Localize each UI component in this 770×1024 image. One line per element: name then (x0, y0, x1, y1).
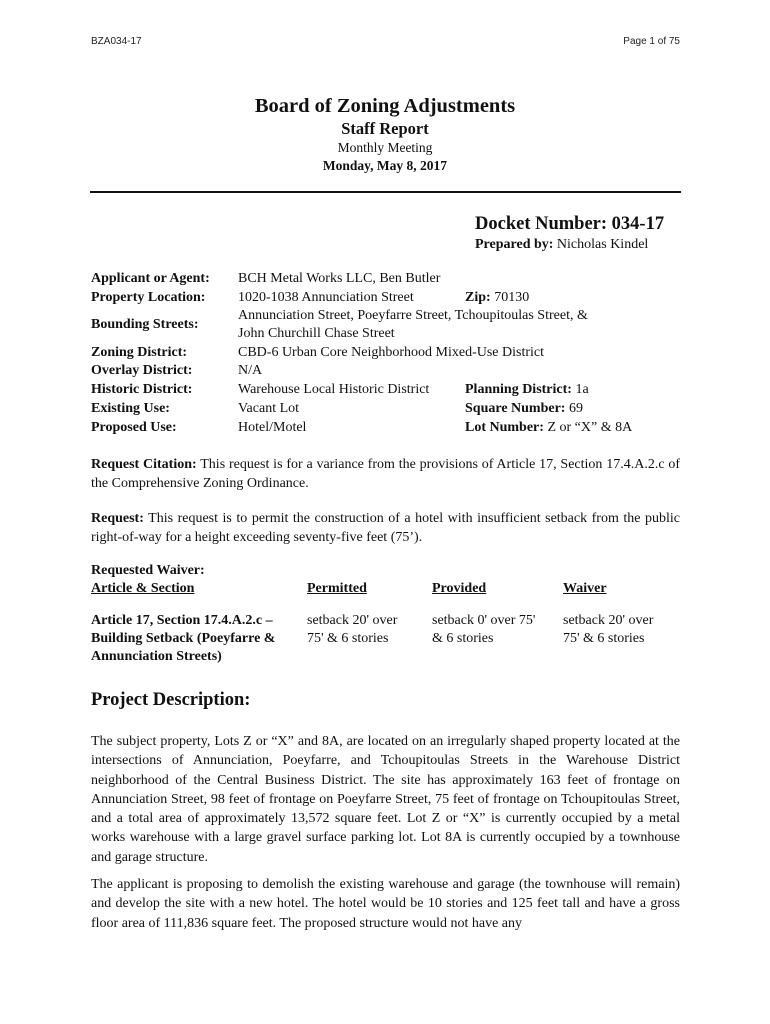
proposed-label: Proposed Use: (91, 420, 177, 435)
meeting-type: Monthly Meeting (337, 140, 433, 155)
prepared-by-value: Nicholas Kindel (556, 237, 649, 252)
waiver-line2: 75' & 6 stories (563, 631, 645, 646)
historic-value: Warehouse Local Historic District (238, 382, 430, 397)
horizontal-rule (90, 191, 681, 193)
bounding-line2: John Churchill Chase Street (238, 326, 395, 341)
square-number (465, 400, 583, 418)
docket-number: Docket Number: 034-17 (475, 214, 665, 234)
waiver-heading: Requested Waiver: (91, 563, 205, 578)
docket-block (475, 213, 664, 254)
lot-label: Lot Number: (465, 420, 544, 435)
existing-label: Existing Use: (91, 401, 170, 416)
historic-label: Historic District: (91, 382, 193, 397)
col-provided: Provided (432, 581, 487, 596)
col-article-section: Article & Section (91, 581, 195, 596)
meeting-date: Monday, May 8, 2017 (322, 158, 448, 173)
title-block (0, 93, 770, 175)
overlay-label: Overlay District: (91, 363, 193, 378)
prepared-by-label: Prepared by: (475, 237, 554, 252)
zoning-label: Zoning District: (91, 345, 188, 360)
request-label: Request: (91, 511, 144, 526)
applicant-label: Applicant or Agent: (91, 271, 210, 286)
provided-line2: & 6 stories (432, 631, 494, 646)
col-permitted: Permitted (307, 581, 367, 596)
applicant-value: BCH Metal Works LLC, Ben Butler (238, 271, 441, 286)
existing-value: Vacant Lot (238, 401, 300, 416)
waiver-line1: setback 20' over (563, 613, 654, 628)
proposed-value: Hotel/Motel (238, 420, 307, 435)
project-description-heading: Project Description: (91, 690, 251, 710)
document-id: BZA034-17 (91, 36, 142, 47)
project-paragraph-2: The applicant is proposing to demolish the existing warehouse and garage (the townhouse will remain) and develop the site with a new hotel. The hotel would be 10 stories and 125 feet tall and have a gross floor area of 111,836 square feet. The proposed structure would not have any (91, 877, 680, 931)
article-line3: Annunciation Streets) (91, 649, 222, 664)
square-value: 69 (568, 401, 583, 416)
request-citation-text: This request is for a variance from the provisions of Article 17, Section 17.4.A.2.c of the Comprehensive Zoning Ordinance. (91, 457, 680, 492)
report-title: Board of Zoning Adjustments (254, 95, 516, 117)
page-number: Page 1 of 75 (623, 36, 680, 47)
col-waiver: Waiver (563, 581, 607, 596)
bounding-label: Bounding Streets: (91, 317, 199, 332)
zip-label: Zip: (465, 290, 491, 305)
zoning-value: CBD-6 Urban Core Neighborhood Mixed-Use District (238, 345, 545, 360)
square-label: Square Number: (465, 401, 566, 416)
lot-number (465, 419, 632, 437)
prepared-by (475, 235, 664, 254)
article-line2: Building Setback (Poeyfarre & (91, 631, 276, 646)
report-subtitle: Staff Report (341, 119, 429, 138)
permitted-line1: setback 20' over (307, 613, 398, 628)
provided-line1: setback 0' over 75' (432, 613, 536, 628)
request-text: This request is to permit the construction of a hotel with insufficient setback from the public right-of-way for a height exceeding seventy-five feet (75’). (91, 511, 680, 546)
project-paragraph-1: The subject property, Lots Z or “X” and 8A, are located on an irregularly shaped property located at the intersections of Annunciation, Poeyfarre, and Tchoupitoulas Streets in the Warehouse District neighborhood of the Central Business District. The site has approximately 163 feet of frontage on Annunciation Street, 98 feet of frontage on Poeyfarre Street, 75 feet of frontage on Tchoupitoulas Street, and a total area of approximately 13,572 square feet. Lot Z or “X” is currently occupied by a metal works warehouse with a large gravel surface parking lot. Lot 8A is currently occupied by a townhouse and garage structure. (91, 734, 680, 865)
permitted-line2: 75' & 6 stories (307, 631, 389, 646)
request-citation (91, 455, 680, 494)
lot-value: Z or “X” & 8A (547, 420, 633, 435)
planning-district (465, 381, 589, 399)
zip-value: 70130 (494, 290, 530, 305)
article-line1: Article 17, Section 17.4.A.2.c – (91, 613, 273, 628)
planning-value: 1a (575, 382, 589, 397)
bounding-line1: Annunciation Street, Poeyfarre Street, Tchoupitoulas Street, & (238, 308, 588, 323)
overlay-value: N/A (238, 363, 263, 378)
request (91, 509, 680, 548)
planning-label: Planning District: (465, 382, 572, 397)
location-label: Property Location: (91, 290, 206, 305)
zip (465, 289, 529, 307)
location-value: 1020-1038 Annunciation Street (238, 290, 414, 305)
request-citation-label: Request Citation: (91, 457, 197, 472)
